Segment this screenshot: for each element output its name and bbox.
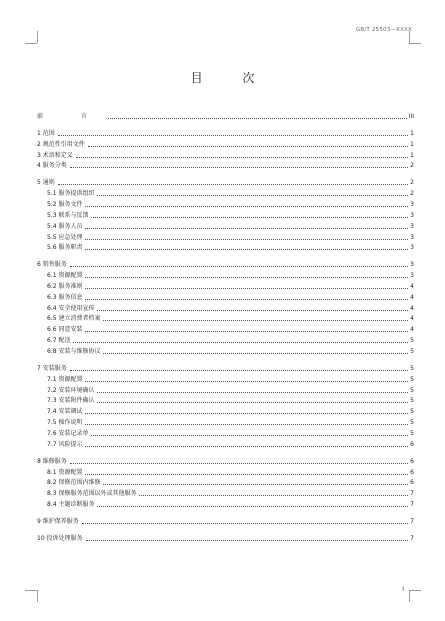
toc-subentry[interactable] xyxy=(47,469,414,477)
crop-mark-bottom-left-v xyxy=(37,590,38,602)
toc-entry-page: 4 xyxy=(410,304,414,312)
toc-entry-label: 6.5 建立消费者档案 xyxy=(47,315,101,323)
toc-entry-page: 4 xyxy=(410,293,414,301)
toc-entry-page: 5 xyxy=(410,364,414,372)
toc-entry-page: 5 xyxy=(410,386,414,394)
toc-entry-page: 3 xyxy=(410,200,414,208)
toc-entry-label: 3 术语和定义 xyxy=(37,151,73,159)
toc-leader-dots xyxy=(85,412,408,414)
toc-entry-label: 5.3 联系与反馈 xyxy=(47,211,89,219)
toc-entry[interactable] xyxy=(37,458,414,466)
toc-subentry[interactable] xyxy=(47,190,414,198)
toc-subentry[interactable] xyxy=(47,283,414,291)
toc-title: 目 次 xyxy=(190,71,273,85)
toc-entry[interactable] xyxy=(37,365,414,373)
toc-entry-label: 7.1 资源配置 xyxy=(47,375,83,383)
toc-entry[interactable] xyxy=(37,261,414,269)
toc-subentry[interactable] xyxy=(47,397,414,405)
toc-entry-label: 8 维修服务 xyxy=(37,457,67,465)
toc-subentry[interactable] xyxy=(47,337,414,345)
toc-leader-dots xyxy=(85,238,408,240)
toc-subentry[interactable] xyxy=(47,272,414,280)
toc-entry-label: 8.3 保修服务范围以外或其他服务 xyxy=(47,490,137,498)
toc-entry-label: 6.8 安装与维修协议 xyxy=(47,348,101,355)
toc-entry-page: 3 xyxy=(410,261,414,269)
toc-subentry[interactable] xyxy=(47,294,414,302)
toc-entry-label: 1 范围 xyxy=(37,129,55,137)
toc-entry-page: 6 xyxy=(410,457,414,465)
toc-entry-label: 6.6 同意安装 xyxy=(47,326,83,334)
toc-entry-label: 7.3 安装附件确认 xyxy=(47,397,95,405)
toc-entry-page: 5 xyxy=(410,348,414,355)
crop-mark-top-right-h xyxy=(409,43,421,44)
crop-mark-top-left-h xyxy=(25,43,37,44)
toc-entry-page: 1 xyxy=(410,129,414,137)
crop-mark-bottom-right-v xyxy=(409,590,410,602)
toc-entry-page: 6 xyxy=(410,479,414,487)
toc-entry-page: 4 xyxy=(410,315,414,323)
toc-entry-page: 7 xyxy=(410,534,414,542)
toc-entry-label: 9 维护保养服务 xyxy=(37,517,79,525)
toc-entry-label: 6.3 服务信息 xyxy=(47,293,83,301)
toc-entry-label: 5.6 服务职责 xyxy=(47,244,83,252)
toc-leader-dots xyxy=(85,248,408,250)
toc-leader-dots xyxy=(58,134,408,136)
toc-entry-page: 3 xyxy=(410,211,414,219)
toc-entry-label: 7.2 安装环境确认 xyxy=(47,386,95,394)
toc-leader-dots xyxy=(85,473,408,475)
toc-leader-dots xyxy=(97,505,408,507)
toc-entry-page: 4 xyxy=(410,326,414,334)
toc-entry-page: 5 xyxy=(410,397,414,405)
toc-leader-dots xyxy=(85,227,408,229)
toc-entry-page: 5 xyxy=(410,419,414,427)
toc-entry-page: 3 xyxy=(410,233,414,241)
toc-subentry[interactable] xyxy=(47,430,414,438)
toc-leader-dots xyxy=(85,423,408,425)
toc-entry[interactable] xyxy=(37,535,414,543)
toc-leader-dots xyxy=(108,117,407,119)
toc-entry-label: 8.1 资源配置 xyxy=(47,468,83,476)
toc-leader-dots xyxy=(88,145,408,147)
toc-entry-label: 5.4 服务人员 xyxy=(47,222,83,230)
toc-leader-dots xyxy=(97,401,408,403)
toc-entry-page: 5 xyxy=(410,408,414,416)
toc-leader-dots xyxy=(70,265,408,267)
toc-entry-page: 5 xyxy=(410,375,414,383)
toc-leader-dots xyxy=(139,494,408,496)
toc-subentry[interactable] xyxy=(47,234,414,242)
toc-entry-label: 2 规范性引用文件 xyxy=(37,140,85,148)
toc-entry-label: 6.1 资源配置 xyxy=(47,272,83,279)
toc-entry-label: 6.7 配送 xyxy=(47,337,71,345)
toc-leader-dots xyxy=(97,194,408,196)
toc-entry-page: 3 xyxy=(410,222,414,230)
toc-entry-label: 7.7 风险提示 xyxy=(47,440,83,448)
toc-entry-label: 前 言 xyxy=(37,113,105,120)
toc-entry[interactable] xyxy=(37,141,414,149)
crop-mark-bottom-left-h xyxy=(25,590,37,591)
toc-entry-page: III xyxy=(408,113,414,120)
toc-leader-dots xyxy=(85,330,408,332)
toc-subentry[interactable] xyxy=(47,201,414,209)
toc-subentry[interactable] xyxy=(47,501,414,509)
toc-leader-dots xyxy=(103,483,408,485)
toc-subentry[interactable] xyxy=(47,212,414,220)
toc-entry-page: 5 xyxy=(410,430,414,437)
page-number: I xyxy=(402,586,404,593)
toc-leader-dots xyxy=(103,319,408,321)
toc-leader-dots xyxy=(73,341,408,343)
toc-entry-page: 3 xyxy=(410,244,414,252)
toc-leader-dots xyxy=(85,287,408,289)
toc-leader-dots xyxy=(85,276,408,278)
toc-subentry[interactable] xyxy=(47,326,414,334)
toc-entry-page: 2 xyxy=(410,179,414,187)
toc-entry-page: 4 xyxy=(410,282,414,290)
toc-entry-label: 7.6 安装记录单 xyxy=(47,430,89,437)
toc-leader-dots xyxy=(85,205,408,207)
toc-entry-page: 7 xyxy=(410,517,414,525)
toc-entry-page: 1 xyxy=(410,151,414,159)
toc-entry[interactable] xyxy=(37,113,414,121)
toc-entry-label: 6.2 服务准则 xyxy=(47,282,83,290)
toc-entry-label: 5.5 应急处理 xyxy=(47,233,83,241)
toc-entry-page: 7 xyxy=(410,501,414,509)
toc-entry-page: 5 xyxy=(410,337,414,345)
toc-leader-dots xyxy=(97,309,408,311)
toc-leader-dots xyxy=(70,462,408,464)
toc-entry-label: 7.5 操作说明 xyxy=(47,419,83,427)
toc-entry[interactable] xyxy=(37,152,414,160)
toc-entry-label: 7.4 安装调试 xyxy=(47,408,83,416)
toc-entry[interactable] xyxy=(37,518,414,526)
toc-subentry[interactable] xyxy=(47,305,414,313)
toc-subentry[interactable] xyxy=(47,315,414,323)
toc-entry[interactable] xyxy=(37,179,414,187)
toc-leader-dots xyxy=(91,216,408,218)
toc-entry-label: 5 通则 xyxy=(37,179,55,187)
toc-subentry[interactable] xyxy=(47,479,414,487)
toc-entry-page: 2 xyxy=(410,162,414,170)
crop-mark-bottom-right-h xyxy=(409,590,421,591)
toc-subentry[interactable] xyxy=(47,348,414,356)
toc-leader-dots xyxy=(85,445,408,447)
toc-subentry[interactable] xyxy=(47,387,414,395)
toc-entry-page: 2 xyxy=(410,190,414,198)
toc-leader-dots xyxy=(58,183,408,185)
toc-leader-dots xyxy=(76,156,408,158)
toc-entry-page: 6 xyxy=(410,468,414,476)
toc-entry-label: 5.2 服务文件 xyxy=(47,200,83,208)
toc-entry-label: 5.1 服务提供组织 xyxy=(47,190,95,198)
toc-leader-dots xyxy=(103,352,408,354)
document-code: GB/T 25503—XXXX xyxy=(355,27,412,33)
toc-subentry[interactable] xyxy=(47,408,414,416)
toc-entry[interactable] xyxy=(37,162,414,170)
crop-mark-top-left-v xyxy=(37,31,38,43)
toc-subentry[interactable] xyxy=(47,376,414,384)
toc-leader-dots xyxy=(91,434,408,436)
toc-leader-dots xyxy=(70,166,408,168)
toc-entry-page: 6 xyxy=(410,440,414,448)
toc-leader-dots xyxy=(85,380,408,382)
toc-entry-label: 8.2 保修范围内维修 xyxy=(47,479,101,487)
toc-leader-dots xyxy=(70,369,408,371)
toc-entry-label: 7 安装服务 xyxy=(37,364,67,372)
toc-subentry[interactable] xyxy=(47,419,414,427)
toc-entry-label: 6 销售服务 xyxy=(37,261,67,269)
toc-leader-dots xyxy=(85,298,408,300)
toc-subentry[interactable] xyxy=(47,244,414,252)
toc-entry[interactable] xyxy=(37,130,414,138)
toc-leader-dots xyxy=(97,391,408,393)
toc-entry-label: 8.4 主题诊断服务 xyxy=(47,501,95,509)
toc-entry-page: 3 xyxy=(410,272,414,279)
toc-subentry[interactable] xyxy=(47,223,414,231)
toc-leader-dots xyxy=(86,539,409,541)
toc-entry-page: 7 xyxy=(410,490,414,498)
toc-subentry[interactable] xyxy=(47,441,414,449)
toc-entry-page: 1 xyxy=(410,140,414,148)
toc-entry-label: 4 服务分类 xyxy=(37,162,67,170)
toc-entry-label: 6.4 安全使用宣传 xyxy=(47,304,95,312)
toc-leader-dots xyxy=(82,522,408,524)
toc-entry-label: 10 投诉处理服务 xyxy=(37,534,83,542)
toc-subentry[interactable] xyxy=(47,490,414,498)
